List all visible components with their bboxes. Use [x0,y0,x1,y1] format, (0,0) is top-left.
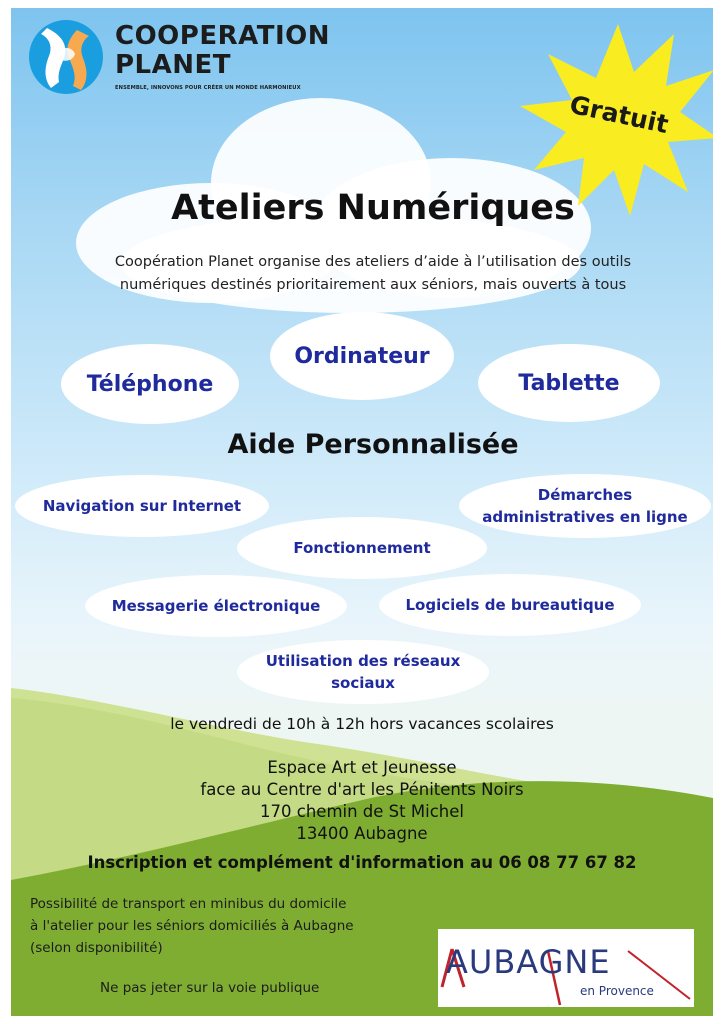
transport-text [30,893,450,959]
topic-navigation-label: Navigation sur Internet [42,497,242,515]
intro-text [71,251,675,297]
topic-reseaux-line-1: Utilisation des réseaux [265,652,461,670]
intro-line-1: Coopération Planet organise des ateliers d’aide à l’utilisation des outils [114,254,632,270]
aubagne-logo [438,929,694,1007]
topic-logiciels-label: Logiciels de bureautique [405,596,615,614]
topic-messagerie-label: Messagerie électronique [111,597,321,615]
address-line-4: 13400 Aubagne [296,824,428,843]
topic-messagerie [85,575,347,637]
topic-demarches-line-1: Démarches [537,486,633,504]
topic-reseaux-line-2: sociaux [331,674,395,692]
aubagne-logo-sub: en Provence [580,984,654,998]
topic-demarches-line-2: administratives en ligne [482,508,688,526]
transport-line-1: Possibilité de transport en minibus du domicile [30,896,347,912]
topic-fonctionnement [237,517,487,579]
poster [11,8,713,1016]
footer-note: Ne pas jeter sur la voie publique [100,980,320,996]
aide-heading: Aide Personnalisée [227,429,519,460]
device-ordinateur [270,312,454,400]
schedule-text: le vendredi de 10h à 12h hors vacances scolaires [170,715,554,733]
topic-fonctionnement-label: Fonctionnement [293,539,431,557]
device-tablette-label: Tablette [518,370,620,396]
address-line-2: face au Centre d'art les Pénitents Noirs [200,780,524,799]
brand-name-line1: COOPERATION [115,21,330,51]
transport-line-2: à l'atelier pour les séniors domiciliés à Aubagne [30,918,354,934]
topic-demarches-label [482,484,687,528]
transport-line-3: (selon disponibilité) [30,940,163,956]
aubagne-logo-name: AUBAGNE [446,943,611,981]
topic-reseaux [237,640,489,704]
intro-line-2: numériques destinés prioritairement aux séniors, mais ouverts à tous [119,277,627,293]
device-telephone-label: Téléphone [86,371,214,397]
topic-logiciels [379,574,641,636]
page-title: Ateliers Numériques [171,188,575,228]
address-line-1: Espace Art et Jeunesse [267,758,457,777]
device-telephone [61,344,239,424]
brand-name-line2: PLANET [115,50,232,80]
brand-tagline: ENSEMBLE, INNOVONS POUR CRÉER UN MONDE HARMONIEUX [115,85,301,91]
topic-reseaux-label [266,650,461,694]
address-line-3: 170 chemin de St Michel [260,802,464,821]
free-badge-label: Gratuit [567,89,671,140]
topic-demarches [459,474,711,538]
device-tablette [478,344,660,422]
address-block [11,757,713,845]
inscription-text: Inscription et complément d'information au 06 08 77 67 82 [87,853,637,872]
hands-logo-icon [29,20,103,94]
device-ordinateur-label: Ordinateur [294,343,430,369]
topic-navigation [15,475,269,537]
